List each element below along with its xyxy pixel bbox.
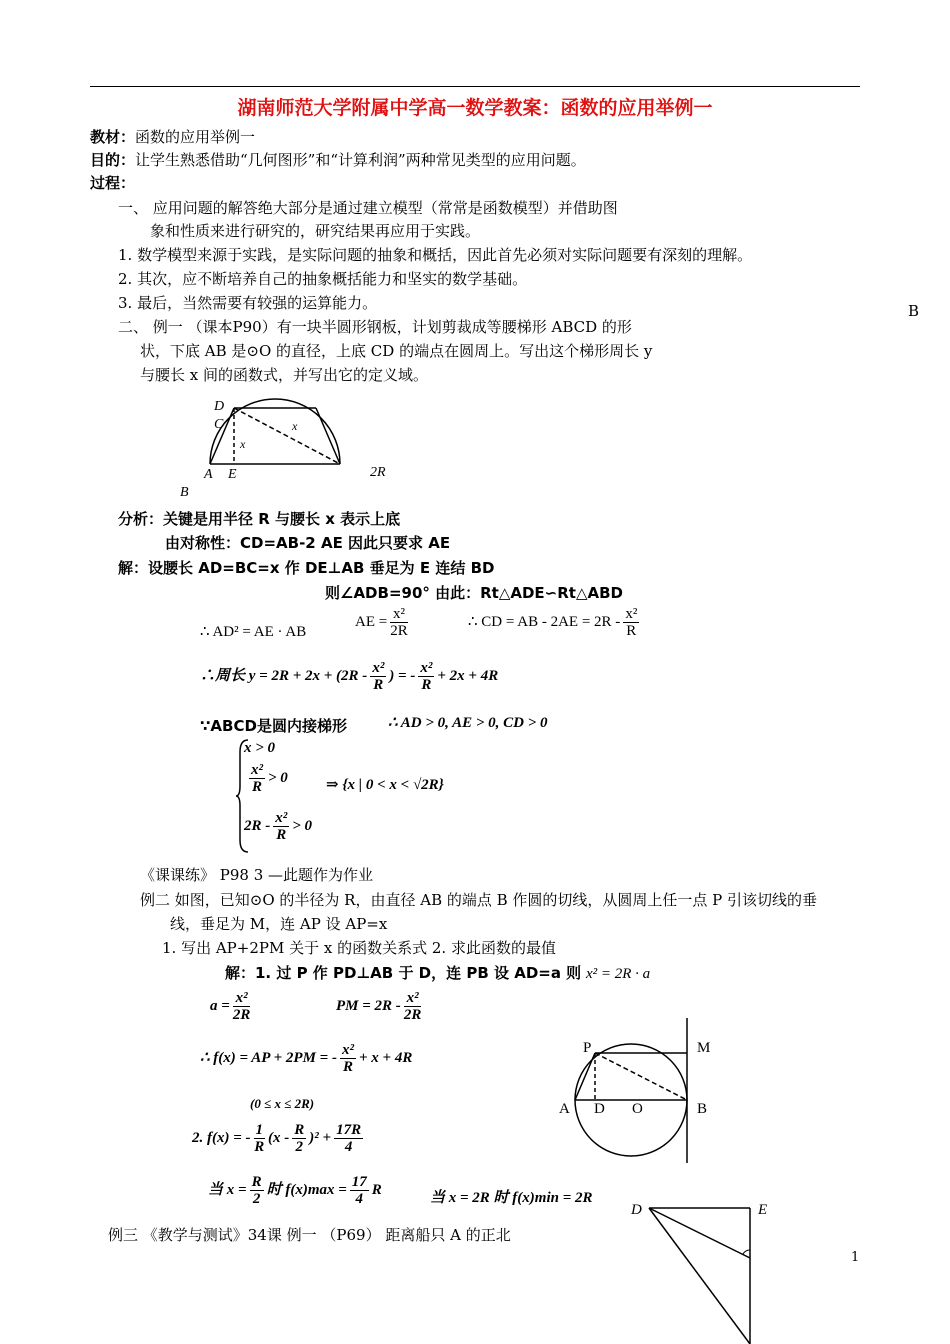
sys-ineq-2-num: x² — [251, 762, 263, 778]
fig2-label-d: D — [594, 1101, 605, 1117]
eq-pm — [336, 990, 424, 1023]
sight-line-1 — [649, 1208, 750, 1344]
ship-figure — [625, 1198, 775, 1344]
eq-ae-frac — [390, 606, 408, 639]
section1-line2: 象和性质来进行研究的，研究结果再应用于实践。 — [150, 222, 481, 240]
circle-tangent-figure — [550, 1015, 730, 1165]
eq-cd-frac — [623, 606, 639, 639]
analysis-line4: 则∠ADB=90° 由此：Rt△ADE∽Rt△ABD — [325, 584, 623, 602]
eq-f2-a: 2. f(x) = - — [192, 1129, 251, 1146]
eq-a-frac — [233, 990, 251, 1023]
goal-label: 目的： — [90, 151, 136, 169]
material-line — [90, 126, 255, 147]
sys-ineq-1: x > 0 — [244, 740, 276, 756]
fig1-label-x1: x — [240, 437, 246, 451]
eq-pm-num: x² — [404, 990, 422, 1007]
eq-f-vertex — [192, 1122, 366, 1155]
fig1-label-b: B — [180, 485, 189, 500]
eq-max-a: 当 x = — [208, 1181, 247, 1198]
fig1-label-e: E — [228, 467, 237, 482]
eq-cd-num: x² — [625, 606, 638, 622]
material-label: 教材： — [90, 128, 136, 146]
sys-ineq-3 — [244, 810, 312, 843]
eq-a-lhs: a = — [210, 997, 230, 1014]
eq-f-frac — [340, 1042, 356, 1075]
section1-item3: 3. 最后，当然需要有较强的运算能力。 — [118, 294, 378, 312]
sys-ineq-2-rel: > 0 — [268, 769, 288, 786]
trapezoid-figure — [170, 390, 410, 500]
fig1-label-2r: 2R — [370, 465, 386, 480]
eq-pm-lhs: PM = 2R - — [336, 997, 401, 1014]
domain-result: ⇒ {x | 0 < x < √2R} — [326, 777, 444, 793]
eq-perimeter-a: ∴周长 y = 2R + 2x + (2R - — [200, 667, 368, 684]
eq-a-num: x² — [233, 990, 251, 1007]
page-number: 1 — [851, 1250, 860, 1265]
eq-f2-n2: R — [294, 1122, 305, 1138]
example2-line3: 1. 写出 AP+2PM 关于 x 的函数关系式 2. 求此函数的最值 — [162, 939, 556, 957]
eq-a-den: 2R — [232, 1007, 251, 1023]
eq-max-frac1 — [250, 1174, 264, 1207]
eq-perimeter-num1: x² — [372, 660, 385, 676]
analysis-line3: 解：设腰长 AD=BC=x 作 DE⊥AB 垂足为 E 连结 BD — [118, 559, 495, 577]
fig1-label-a: A — [204, 467, 213, 482]
eq-max-d2: 4 — [355, 1191, 364, 1207]
eq-f2-frac1 — [254, 1122, 266, 1155]
fig3-label-d: D — [631, 1202, 642, 1218]
eq-perimeter-frac1 — [370, 660, 386, 693]
section1-item2: 2. 其次，应不断培养自己的抽象概括能力和坚实的数学基础。 — [118, 270, 528, 288]
diagonal-db — [234, 408, 340, 464]
example2-solution1 — [225, 962, 650, 983]
eq-f2-d3: 4 — [344, 1139, 353, 1155]
eq-f-den: R — [342, 1059, 353, 1075]
goal-value: 让学生熟悉借助“几何图形”和“计算利润”两种常见类型的应用问题。 — [135, 151, 586, 169]
example1-line2: 状，下底 AB 是⊙O 的直径，上底 CD 的端点在圆周上。写出这个梯形周长 y — [140, 342, 653, 360]
fig1-label-x2: x — [292, 419, 298, 433]
fig2-label-b: B — [697, 1101, 708, 1117]
sys-ineq-3-den: R — [276, 827, 287, 843]
fig3-label-e: E — [758, 1202, 768, 1218]
angle-mark — [743, 1250, 750, 1254]
section1-line1: 一、 应用问题的解答绝大部分是通过建立模型（常常是函数模型）并借助图 — [118, 199, 618, 217]
eq-a — [210, 990, 253, 1023]
eq-f2-frac3 — [334, 1122, 363, 1155]
header-rule — [90, 86, 860, 87]
eq-f2-frac2 — [292, 1122, 306, 1155]
example1-line1: 二、 例一 （课本P90）有一块半圆形钢板，计划剪裁成等腰梯形 ABCD 的形 — [118, 318, 632, 336]
eq-cd-lhs: ∴ CD = AB - 2AE = 2R - — [468, 613, 621, 630]
eq-pm-frac — [404, 990, 422, 1023]
eq-ad-squared: ∴ AD² = AE · AB — [200, 624, 307, 640]
eq-max-frac2 — [350, 1174, 369, 1207]
eq-perimeter-c: + 2x + 4R — [437, 667, 499, 684]
sys-ineq-2 — [246, 762, 288, 795]
eq-max-d: 2 — [252, 1191, 261, 1207]
eq-max-b: 时 f(x)max = — [266, 1181, 347, 1198]
sys-ineq-3-frac — [273, 810, 289, 843]
eq-min: 当 x = 2R 时 f(x)min = 2R — [430, 1190, 593, 1206]
segment-ap — [575, 1053, 595, 1100]
segment-pb — [595, 1053, 687, 1100]
eq-f2-n1: 1 — [255, 1122, 264, 1138]
eq-max-n2: 17 — [351, 1174, 367, 1190]
sys-ineq-2-frac — [249, 762, 265, 795]
sight-line-2 — [649, 1208, 750, 1258]
eq-f-num: x² — [341, 1042, 354, 1058]
eq-f2-b: (x - — [268, 1129, 290, 1146]
eq-perimeter-den2: R — [421, 677, 432, 693]
eq-perimeter-frac2 — [418, 660, 434, 693]
eq-max-c: R — [371, 1181, 382, 1198]
eq-perimeter-b: ) = - — [389, 667, 416, 684]
example3-line1: 例三 《教学与测试》34课 例一 （P69） 距离船只 A 的正北 — [108, 1226, 511, 1244]
eq-ae-lhs: AE = — [355, 613, 388, 630]
eq-f-lhs: ∴ f(x) = AP + 2PM = - — [200, 1049, 337, 1066]
eq-ae — [355, 606, 411, 639]
process-label: 过程： — [90, 174, 136, 192]
analysis-line1: 分析：关键是用半径 R 与腰长 x 表示上底 — [118, 510, 401, 528]
eq-max-n: R — [251, 1174, 262, 1190]
example2-line1: 例二 如图，已知⊙O 的半径为 R，由直径 AB 的端点 B 作圆的切线，从圆周上任一点 P 引该切线的垂 — [140, 891, 818, 909]
example2-solution1-text: 解：1. 过 P 作 PD⊥AB 于 D，连 PB 设 AD=a 则 — [225, 964, 582, 982]
section1-item1: 1. 数学模型来源于实践，是实际问题的抽象和概括，因此首先必须对实际问题要有深刻的理解。 — [118, 246, 753, 264]
example2-solution1-eq: x² = 2R · a — [585, 966, 651, 982]
sys-ineq-3-rel: > 0 — [292, 817, 313, 834]
homework-line: 《课课练》 P98 3 —此题作为作业 — [140, 866, 374, 884]
eq-f2-d1: R — [254, 1139, 265, 1155]
eq-cd-den: R — [626, 623, 637, 639]
goal-line — [90, 149, 586, 170]
eq-perimeter-den1: R — [373, 677, 384, 693]
fig2-label-m: M — [697, 1040, 711, 1056]
eq-perimeter-num2: x² — [420, 660, 433, 676]
eq-perimeter — [200, 660, 498, 693]
sys-ineq-3-num: x² — [275, 810, 288, 826]
eq-f-domain: (0 ≤ x ≤ 2R) — [250, 1096, 315, 1111]
fig1-label-d: D — [214, 399, 225, 414]
fig2-label-p: P — [583, 1040, 592, 1056]
fig1-label-c: C — [214, 417, 224, 432]
page-title: 湖南师范大学附属中学高一数学教案：函数的应用举例一 — [237, 97, 713, 119]
eq-max — [208, 1174, 382, 1207]
eq-f2-c: )² + — [309, 1129, 332, 1146]
eq-f2-d2: 2 — [295, 1139, 304, 1155]
example2-line2: 线，垂足为 M，连 AP 设 AP=x — [170, 915, 388, 933]
analysis-line2: 由对称性：CD=AB-2 AE 因此只要求 AE — [165, 534, 451, 552]
leg-bc — [316, 408, 340, 464]
eq-ae-den: 2R — [390, 623, 408, 639]
material-value: 函数的应用举例一 — [135, 128, 256, 146]
eq-cd — [468, 606, 642, 639]
fig2-label-a: A — [559, 1101, 570, 1117]
eq-ae-num: x² — [390, 606, 408, 623]
eq-cyclic: ∵ABCD是圆内接梯形 — [200, 717, 347, 735]
eq-f2-n3: 17R — [336, 1122, 362, 1138]
eq-positivity: ∴ AD > 0, AE > 0, CD > 0 — [388, 715, 548, 731]
sys-ineq-3-a: 2R - — [244, 817, 271, 834]
margin-letter: B — [908, 302, 920, 320]
eq-f — [200, 1042, 412, 1075]
fig2-label-o: O — [632, 1101, 643, 1117]
eq-f-rhs: + x + 4R — [358, 1049, 413, 1066]
sys-ineq-2-den: R — [251, 779, 262, 795]
example1-line3: 与腰长 x 间的函数式，并写出它的定义域。 — [140, 366, 428, 384]
eq-pm-den: 2R — [403, 1007, 422, 1023]
